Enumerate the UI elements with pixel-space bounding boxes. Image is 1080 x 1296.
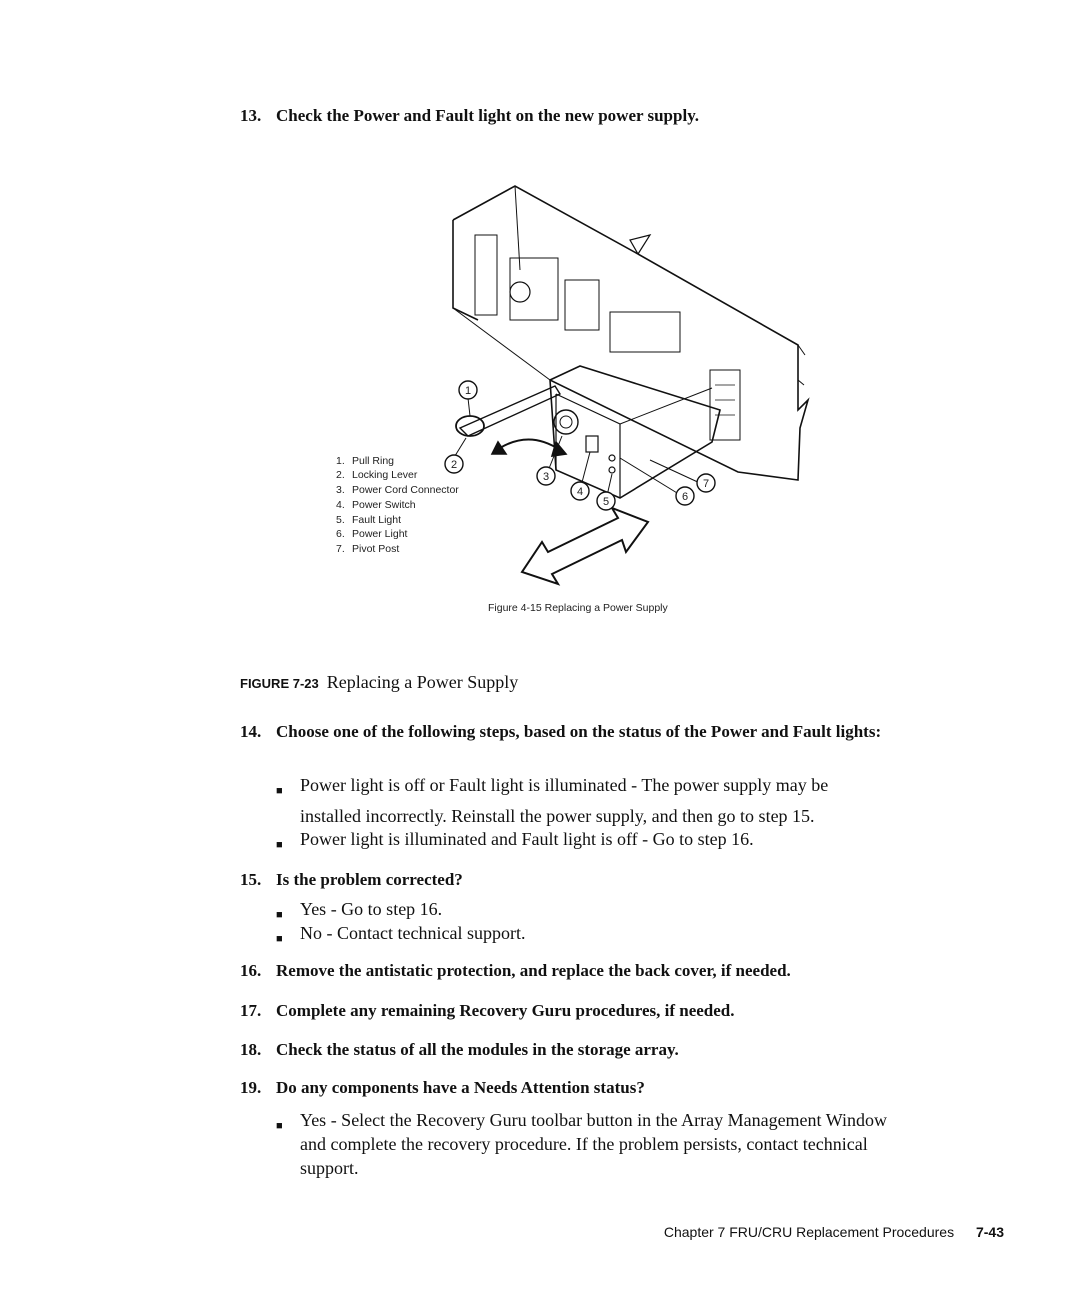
callout-3: 3 — [542, 471, 550, 483]
callout-4: 4 — [576, 486, 584, 498]
step-number: 17. — [240, 1001, 262, 1020]
list-item: ■ No - Contact technical support. — [276, 921, 996, 945]
step-18 — [240, 1037, 1020, 1063]
list-item-continuation: installed incorrectly. Reinstall the power supply, and then go to step 15. — [300, 806, 815, 826]
step-16 — [240, 958, 1020, 984]
step-text: Do any components have a Needs Attention status? — [276, 1078, 645, 1097]
step-number: 15. — [240, 870, 262, 889]
bullet-icon: ■ — [276, 1120, 283, 1132]
footer-chapter: Chapter 7 FRU/CRU Replacement Procedures — [663, 1224, 955, 1240]
page-footer — [664, 1224, 1004, 1244]
legend-num: 3. — [336, 484, 345, 496]
legend-label: Locking Lever — [352, 469, 418, 481]
bullet-icon: ■ — [276, 909, 283, 921]
step-19 — [240, 1075, 1020, 1101]
legend-label: Pull Ring — [352, 455, 395, 467]
page-number: 7-43 — [975, 1224, 1004, 1240]
legend-num: 4. — [336, 499, 345, 511]
legend-num: 7. — [336, 543, 345, 555]
step-number: 13. — [240, 106, 262, 125]
callout-7: 7 — [702, 478, 710, 490]
callout-5: 5 — [602, 496, 610, 508]
figure-inner-caption: Figure 4-15 Replacing a Power Supply — [488, 602, 668, 614]
step-text: Is the problem corrected? — [276, 870, 463, 889]
legend-label: Fault Light — [352, 514, 402, 526]
bullet-icon: ■ — [276, 839, 283, 851]
list-item: ■ Power light is off or Fault light is illuminated - The power supply may be — [276, 773, 996, 797]
bullet-icon: ■ — [276, 785, 283, 797]
figure-legend — [336, 455, 459, 555]
callout-6: 6 — [681, 491, 689, 503]
legend-label: Power Cord Connector — [352, 484, 459, 496]
legend-label: Power Light — [352, 528, 408, 540]
step-number: 14. — [240, 722, 262, 741]
figure-caption — [240, 672, 518, 696]
legend-num: 2. — [336, 469, 345, 481]
power-supply-figure — [320, 180, 840, 620]
step-number: 19. — [240, 1078, 262, 1097]
bullet-icon: ■ — [276, 933, 283, 945]
legend-label: Power Switch — [352, 499, 416, 511]
step-text: Check the Power and Fault light on the new power supply. — [276, 106, 699, 125]
legend-num: 6. — [336, 528, 345, 540]
list-item: ■ Yes - Select the Recovery Guru toolbar button in the Array Management Window and complete the recovery procedure. If the problem persists, contact technical support. — [276, 1110, 887, 1178]
figure-title: Replacing a Power Supply — [326, 672, 519, 692]
step-text: Complete any remaining Recovery Guru procedures, if needed. — [276, 1001, 735, 1020]
legend-num: 1. — [336, 455, 345, 467]
legend-num: 5. — [336, 514, 345, 526]
step-17 — [240, 998, 1020, 1024]
list-item: ■ Power light is illuminated and Fault light is off - Go to step 16. — [276, 827, 996, 851]
figure-label: FIGURE 7-23 — [240, 676, 319, 691]
step-number: 16. — [240, 961, 262, 980]
callout-2: 2 — [450, 459, 458, 471]
step-number: 18. — [240, 1040, 262, 1059]
step-text: Check the status of all the modules in the storage array. — [276, 1040, 679, 1059]
legend-label: Pivot Post — [352, 543, 400, 555]
step-text: Choose one of the following steps, based on the status of the Power and Fault lights: — [276, 722, 882, 741]
callout-1: 1 — [464, 385, 472, 397]
step-14 — [240, 719, 1020, 771]
step-13 — [240, 103, 1020, 129]
list-item: ■ Yes - Go to step 16. — [276, 897, 996, 921]
step-text: Remove the antistatic protection, and replace the back cover, if needed. — [276, 961, 791, 980]
step-15 — [240, 867, 1020, 893]
